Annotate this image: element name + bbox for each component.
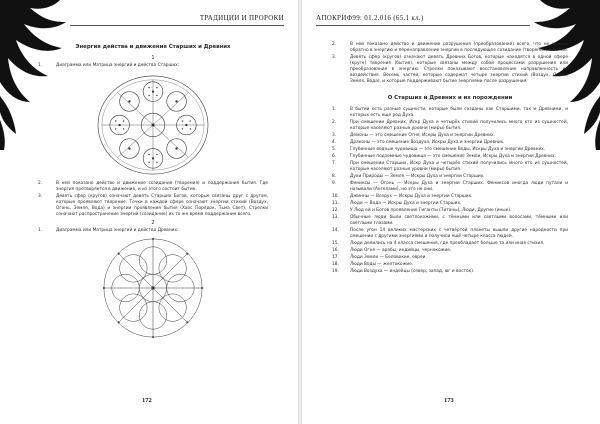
list-item bbox=[332, 208, 568, 214]
page-number: 173 bbox=[444, 397, 454, 404]
item-number: 14. bbox=[332, 228, 339, 233]
item-number: 1. bbox=[38, 63, 43, 68]
item-text: Девять сфер (кругов) означают девять Древних Богов, которые находятся в одной сфере (круге) творения (бытия), которые связаны между собой процессами разрушения или преобразования в энергию. Стрелки показывают восстановление направленность их воздействия. Восемь частей, которые содержат четыре энергии стихий (Воздух, Огонь, Земля, Вода), и которые поддерживают бытие энергиями после разрушения. bbox=[350, 55, 568, 84]
item-number: 3. bbox=[332, 55, 337, 60]
item-number: 10. bbox=[332, 194, 339, 199]
list-item bbox=[332, 228, 568, 240]
item-number: 2. bbox=[332, 42, 337, 47]
item-text: В ней показано действо и движение созидания (творения) и поддержания бытия. Где энергия претворяется в движение, и из этого состоит бытие. bbox=[56, 181, 268, 192]
figure-number: 2 bbox=[151, 220, 155, 226]
right-page bbox=[302, 0, 600, 424]
item-text: Джинны — Воздух — Искры Духа и энергии Старших. bbox=[350, 194, 473, 199]
item-text: Диаграмма или Матрица энергий и действа Старших: bbox=[56, 63, 180, 68]
item-text: Фениксы — Огонь — Искры Духа и энергии Старших. Фениксов иногда люди путали и называли (Ангелами), но это не они. bbox=[350, 181, 568, 192]
list-item bbox=[332, 255, 568, 261]
numbered-list bbox=[332, 107, 568, 275]
list-item bbox=[332, 161, 568, 173]
item-number: 15. bbox=[332, 241, 339, 246]
item-text: Глубинные водные чудовища — это смешение Воды, Искры Духа и энергии Древних. bbox=[350, 147, 546, 152]
list-item bbox=[332, 120, 568, 132]
header-rule bbox=[70, 25, 284, 26]
item-text: После угон 14 великих мастерских с четвёртой планеты вышли другие народности при смешении с другими энергиями и получили ещё четыре класса людей. bbox=[350, 228, 568, 239]
page-number: 172 bbox=[142, 397, 152, 404]
item-number: 2. bbox=[38, 181, 43, 186]
left-content bbox=[38, 42, 268, 342]
item-number: 7. bbox=[332, 161, 337, 166]
energy-matrix-elders-icon bbox=[94, 71, 212, 179]
section-title: О Старших и Древних и их порождении bbox=[387, 95, 513, 101]
item-text: При смешении Старших, Искр Духа и четырёх стихий получились много кто из сущностей, которые населяют разные уровни (миры) бытия. bbox=[350, 161, 568, 172]
list-item bbox=[332, 55, 568, 85]
item-text: Глубинные подземные чудовища — это смешение Земли, Искры Духа и энергии Древних. bbox=[350, 154, 556, 159]
figure-number: 1 bbox=[151, 55, 155, 61]
item-number: 12. bbox=[332, 208, 339, 213]
list-item bbox=[332, 181, 568, 193]
item-number: 16. bbox=[332, 248, 339, 253]
right-content bbox=[332, 42, 568, 276]
item-text: В ней показано действо и движение разрушения (преобразования) всего, что не нужно, обратно в энергию и перенаправление энергии в последующее созидание (творение) и бытие. bbox=[350, 42, 569, 53]
item-text: В бытии есть разные сущности, которые были созданы как Старшими, так и Древними, и которых есть еще род Духа. bbox=[350, 107, 568, 118]
list-item bbox=[332, 133, 568, 139]
item-number: 4. bbox=[332, 140, 337, 145]
list-item bbox=[38, 181, 268, 193]
list-item bbox=[332, 248, 568, 254]
list-item bbox=[332, 42, 568, 54]
item-number: 11. bbox=[332, 201, 339, 206]
list-item bbox=[332, 241, 568, 247]
item-number: 6. bbox=[332, 154, 337, 159]
item-number: 9. bbox=[332, 181, 337, 186]
item-number: 1. bbox=[332, 107, 337, 112]
list-item bbox=[332, 215, 568, 227]
list-item bbox=[332, 107, 568, 119]
running-header: ТРАДИЦИИ И ПРОРОКИ bbox=[199, 14, 284, 22]
list-item bbox=[332, 174, 568, 180]
item-number: 3. bbox=[332, 133, 337, 138]
running-header: АПОКРИФ99: 01.2.016 (65.1 кл.) bbox=[316, 14, 424, 22]
item-text: Люди Земли — Беловокие, евреи. bbox=[350, 255, 427, 260]
item-text: Демоны — это смешение Огня, Искры Духа и энергии Древних. bbox=[350, 133, 495, 138]
list-item bbox=[332, 154, 568, 160]
item-text: Диаграмма или Матрица энергий и действа Древних: bbox=[56, 228, 179, 233]
item-number: 19. bbox=[332, 269, 339, 274]
item-text: Духи Природы — Земля — Искры Духа и энергии Старших. bbox=[350, 174, 485, 179]
item-text: Люди делились на 4 класса смешения, где преобладает больше та или иная стихия. bbox=[350, 241, 545, 246]
item-text: Люди — Вода — Искры Духа и энергии Старших. bbox=[350, 201, 462, 206]
item-text: Драконы — это смешение Воздуха, Искры Духа и энергии Древних. bbox=[350, 140, 505, 145]
item-text: Люди Воды — желтокожие. bbox=[350, 262, 414, 267]
list-item bbox=[332, 262, 568, 268]
item-text: Обычные люди были светлокожими, с тёмными или светлыми волосами, тёмными или светлыми глазами. bbox=[350, 215, 568, 226]
item-number: 17. bbox=[332, 255, 339, 260]
item-number: 2. bbox=[332, 120, 337, 125]
header-rule bbox=[316, 25, 530, 26]
item-number: 3. bbox=[38, 194, 43, 199]
list-item bbox=[38, 63, 268, 69]
list-item bbox=[332, 201, 568, 207]
item-text: Девять сфер (кругов) означают девять Старших Богов, которые связаны друг с другом, которые проявляют творение. Точки в каждой сфере означают энергии стихий (Воздух, Огонь, Земля, Вода) и энергии проявления бытия (Хаос Порядок, Тьма Свет). Стрелки означают распространение энергий (созидание) их то же время поддержание всего. bbox=[56, 194, 268, 217]
list-item bbox=[332, 194, 568, 200]
energy-matrix-ancients-icon bbox=[94, 236, 212, 340]
item-text: При смешении Древних, Искр Духа и четырёх стихий получились много кто из сущностей, которые населяют разные уровни (миры) бытия. bbox=[350, 120, 568, 131]
list-item bbox=[332, 147, 568, 153]
item-number: 8. bbox=[332, 174, 337, 179]
item-text: У Люд ей и Богов проявление Гиганты (Титаны), Люди, Другие (иные). bbox=[350, 208, 512, 213]
item-number: 18. bbox=[332, 262, 339, 267]
list-item bbox=[332, 269, 568, 275]
item-number: 5. bbox=[332, 147, 337, 152]
section-title: Энергия действа и движения Старших и Древних bbox=[75, 44, 231, 50]
item-text: Люди Огня — арабы, индийцы, чернокожие. bbox=[350, 248, 452, 253]
item-number: 13. bbox=[332, 215, 339, 220]
item-text: Люди Воздуха — индейцы (север, запад, юг и восток). bbox=[350, 269, 475, 274]
list-item bbox=[332, 140, 568, 146]
left-page bbox=[0, 0, 298, 424]
list-item bbox=[38, 228, 268, 234]
item-number: 1. bbox=[38, 228, 43, 233]
list-item bbox=[38, 194, 268, 218]
